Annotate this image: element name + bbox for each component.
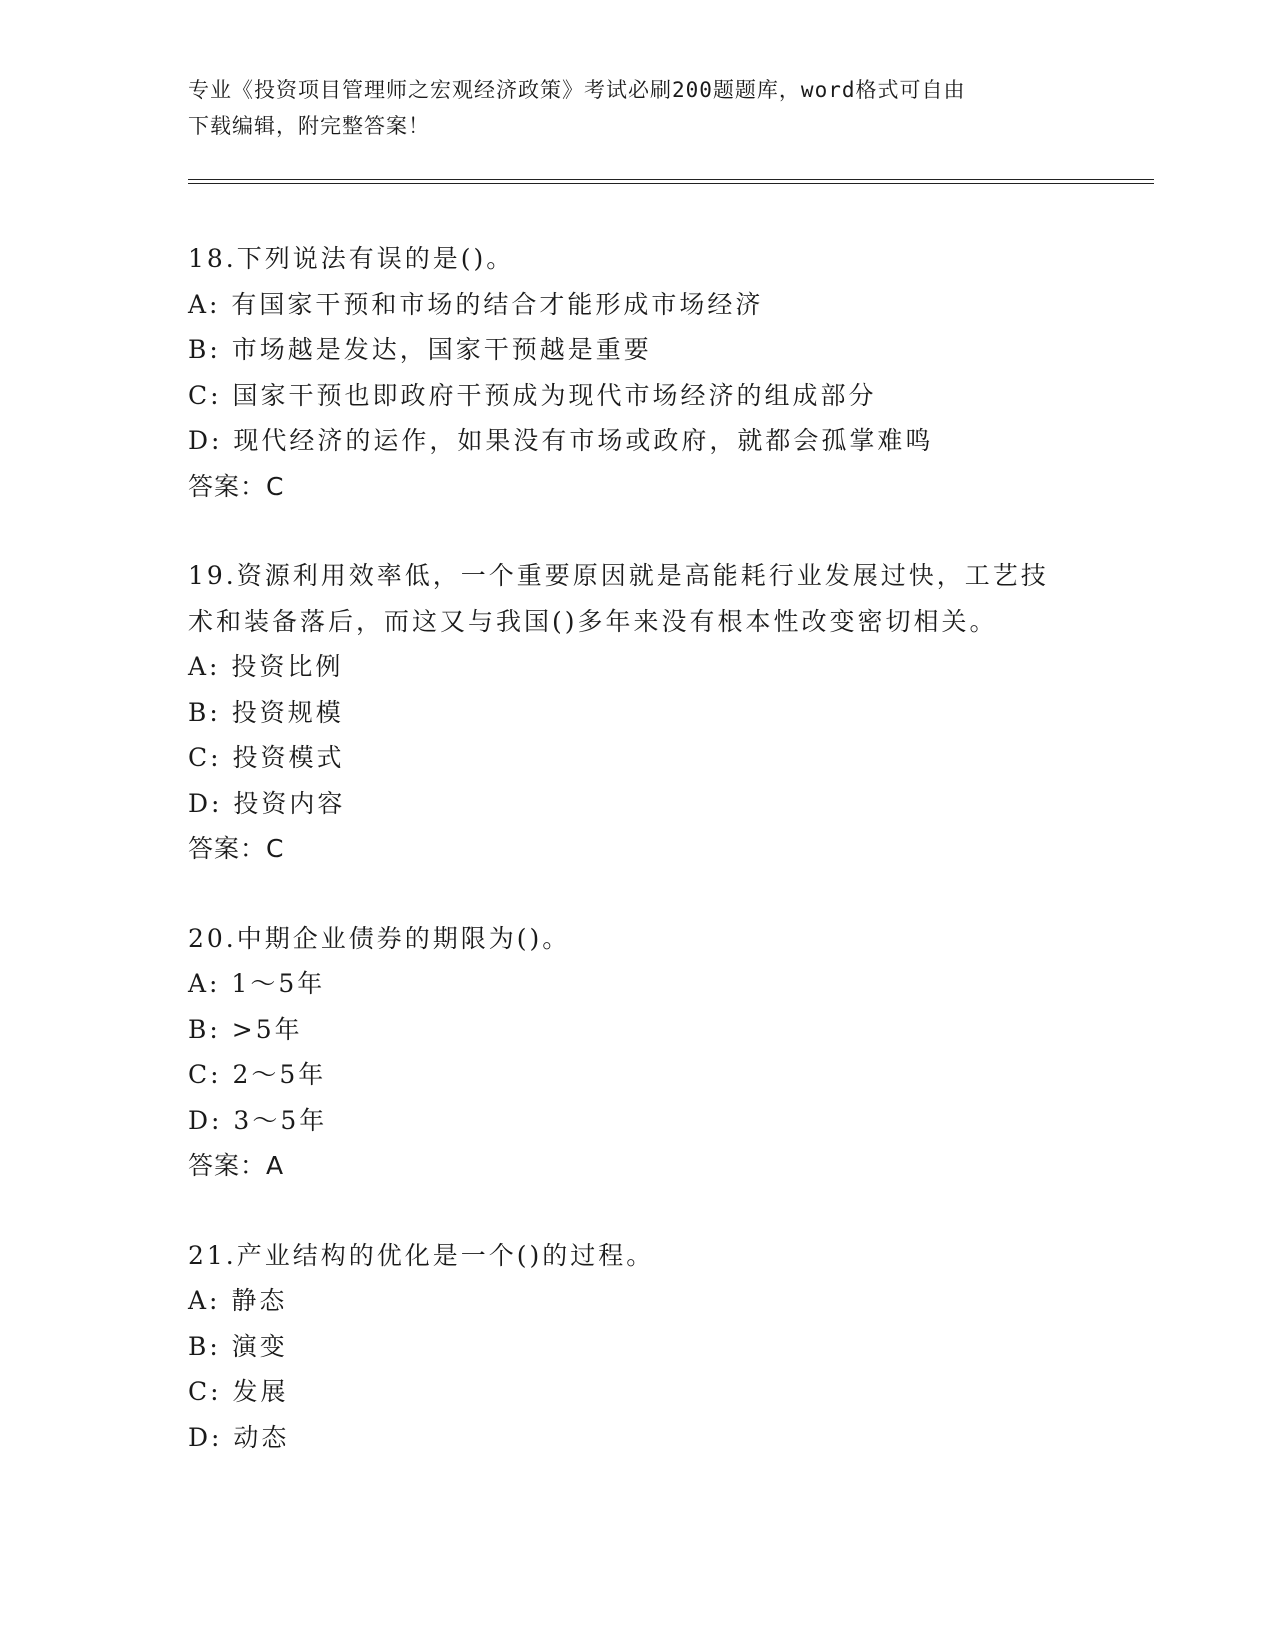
option-c: C: 发展 — [188, 1377, 289, 1406]
header-divider-top — [188, 179, 1154, 180]
question-stem: 18.下列说法有误的是()。 — [188, 244, 515, 273]
option-b: B: 市场越是发达，国家干预越是重要 — [188, 335, 652, 364]
option-d: D: 3～5年 — [188, 1105, 328, 1135]
question-21 — [188, 1233, 1088, 1461]
option-d: D: 投资内容 — [188, 788, 346, 818]
option-b: B: 演变 — [188, 1331, 288, 1361]
header-line-1: 专业《投资项目管理师之宏观经济政策》考试必刷200题题库，word格式可自由 — [188, 78, 966, 102]
option-b: B: 投资规模 — [188, 697, 344, 727]
header-line-2: 下载编辑，附完整答案！ — [188, 114, 430, 138]
question-stem: 20.中期企业债券的期限为()。 — [188, 923, 571, 953]
option-a: A: 有国家干预和市场的结合才能形成市场经济 — [188, 289, 764, 319]
answer-label: 答案：C — [188, 471, 285, 501]
option-a: A: 静态 — [188, 1286, 288, 1315]
header-divider-bottom — [188, 183, 1154, 184]
option-c: C: 2～5年 — [188, 1060, 327, 1089]
option-a: A: 1～5年 — [188, 969, 326, 998]
question-stem: 19.资源利用效率低，一个重要原因就是高能耗行业发展过快，工艺技术和装备落后，而这又与我国()多年来没有根本性改变密切相关。 — [188, 561, 1049, 636]
option-d: D: 动态 — [188, 1422, 290, 1452]
question-20 — [188, 916, 1088, 1189]
option-d: D: 现代经济的运作，如果没有市场或政府，就都会孤掌难鸣 — [188, 426, 934, 455]
question-stem: 21.产业结构的优化是一个()的过程。 — [188, 1240, 655, 1270]
option-c: C: 投资模式 — [188, 743, 345, 772]
option-c: C: 国家干预也即政府干预成为现代市场经济的组成部分 — [188, 380, 877, 410]
option-b: B: >5年 — [188, 1014, 303, 1044]
option-a: A: 投资比例 — [188, 652, 344, 681]
answer-label: 答案：C — [188, 834, 285, 863]
question-list — [188, 236, 1088, 1504]
document-header — [188, 72, 1088, 144]
question-19 — [188, 553, 1088, 872]
question-18 — [188, 236, 1088, 509]
answer-label: 答案：A — [188, 1151, 285, 1180]
